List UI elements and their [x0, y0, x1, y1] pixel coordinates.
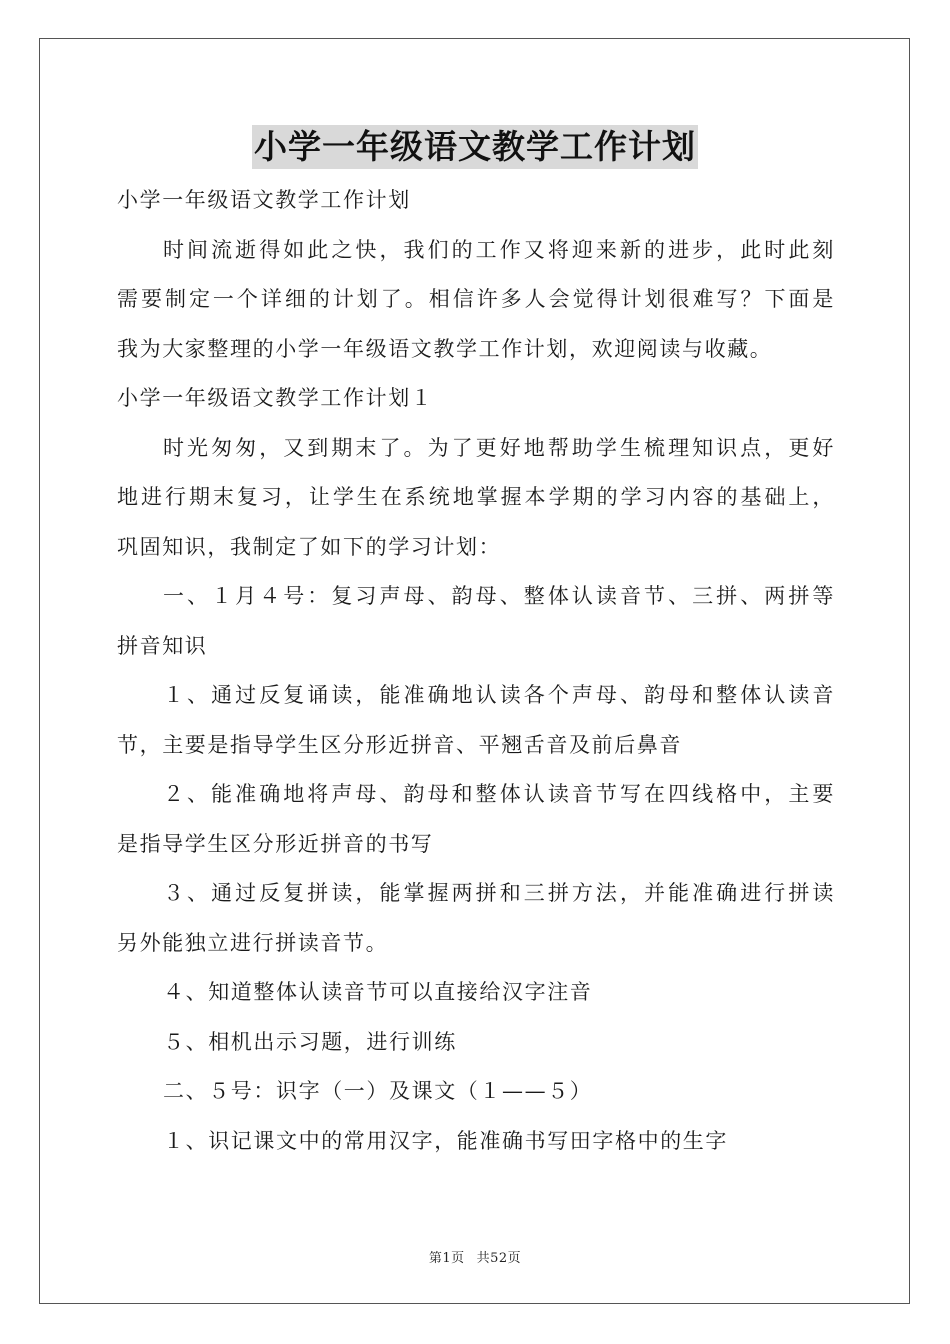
text-line: 小学一年级语文教学工作计划 — [117, 188, 411, 212]
text-line: 节，主要是指导学生区分形近拼音、平翘舌音及前后鼻音 — [117, 732, 682, 757]
text-line: 巩固知识，我制定了如下的学习计划： — [117, 534, 502, 559]
text-line: 需要制定一个详细的计划了。相信许多人会觉得计划很难写？下面是 — [117, 287, 835, 311]
document-title: 小学一年级语文教学工作计划 — [252, 125, 698, 169]
page-footer — [0, 1247, 950, 1266]
text-line: ３、通过反复拼读，能掌握两拼和三拼方法，并能准确进行拼读 — [163, 881, 835, 905]
text-line: 地进行期末复习，让学生在系统地掌握本学期的学习内容的基础上， — [117, 485, 835, 509]
text-line: ５、相机出示习题，进行训练 — [163, 1029, 457, 1054]
text-line: 我为大家整理的小学一年级语文教学工作计划，欢迎阅读与收藏。 — [117, 336, 773, 361]
text-line: 另外能独立进行拼读音节。 — [117, 930, 389, 955]
text-line: 是指导学生区分形近拼音的书写 — [117, 831, 434, 856]
text-line: 时光匆匆，又到期末了。为了更好地帮助学生梳理知识点，更好 — [163, 435, 835, 460]
page-number-current: 第1页 — [428, 1251, 465, 1266]
text-line: 一、１月４号：复习声母、韵母、整体认读音节、三拼、两拼等 — [163, 584, 835, 608]
text-line: 小学一年级语文教学工作计划１ — [117, 386, 434, 410]
text-line: 拼音知识 — [117, 633, 208, 658]
text-line: ２、能准确地将声母、韵母和整体认读音节写在四线格中，主要 — [163, 782, 835, 806]
text-line: 二、５号：识字（一）及课文（１——５） — [163, 1079, 593, 1103]
text-line: １、识记课文中的常用汉字，能准确书写田字格中的生字 — [163, 1128, 728, 1153]
text-line: １、通过反复诵读，能准确地认读各个声母、韵母和整体认读音 — [163, 683, 835, 707]
page-number-total: 共52页 — [476, 1251, 522, 1266]
text-line: 时间流逝得如此之快，我们的工作又将迎来新的进步，此时此刻 — [163, 237, 835, 262]
document-body — [117, 176, 835, 1166]
title-container — [0, 125, 950, 169]
text-line: ４、知道整体认读音节可以直接给汉字注音 — [163, 980, 593, 1004]
